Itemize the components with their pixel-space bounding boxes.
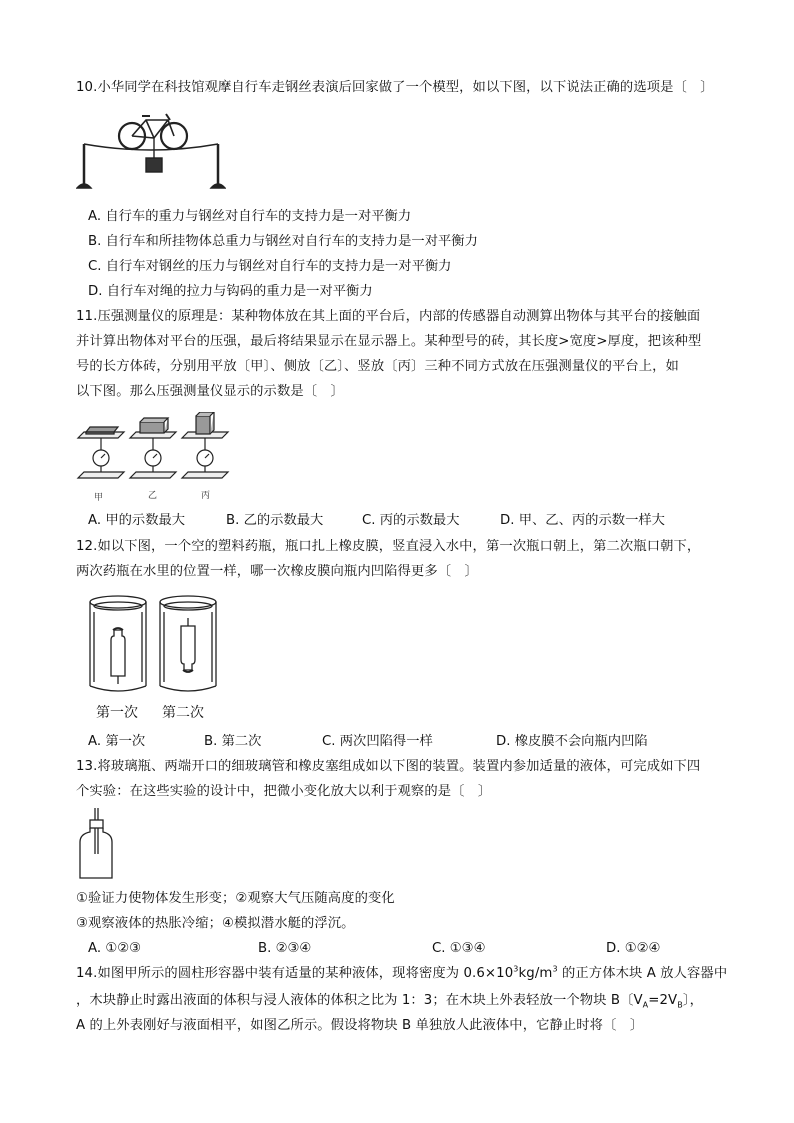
q11-stem-line-1: 11.压强测量仪的原理是：某种物体放在其上面的平台后，内部的传感器自动测算出物体与其平台的接触面 <box>76 309 701 324</box>
glass-bottle-figure <box>78 808 114 882</box>
q10-option-d: D. 自行车对绳的拉力与钩码的重力是一对平衡力 <box>88 284 373 299</box>
q14-line-1-c: 的正方体木块 A 放人容器中 <box>557 966 728 981</box>
q13-stem-line-2: 个实验：在这些实验的设计中，把微小变化放大以利于观察的是〔 〕 <box>76 784 492 799</box>
q13-stem-line-1: 13.将玻璃瓶、两端开口的细玻璃管和橡皮塞组成如以下图的装置。装置内参加适量的液体，可完成如下四 <box>76 759 701 774</box>
q14-line-1-a: 14.如图甲所示的圆柱形容器中装有适量的某种液体，现将密度为 0.6×10 <box>76 966 514 981</box>
q14-line-2-a: ，木块静止时露出液面的体积与浸人液体的体积之比为 1：3；在木块上外表轻放一个物块 B〔V <box>76 993 643 1008</box>
q12-option-b: B. 第二次 <box>204 734 262 749</box>
q11-stem-line-4: 以下图。那么压强测量仪显示的示数是〔 〕 <box>76 384 344 399</box>
q12-caption-second: 第二次 <box>162 705 204 721</box>
q10-option-a: A. 自行车的重力与钢丝对自行车的支持力是一对平衡力 <box>88 209 412 224</box>
q14-line-2 <box>76 992 703 1010</box>
q13-option-d: D. ①②④ <box>606 941 661 956</box>
q11-stem-line-2: 并计算出物体对平台的压强，最后将结果显示在显示器上。某种型号的砖，其长度>宽度>厚度，把该种型 <box>76 334 702 349</box>
q11-caption-bing: 丙 <box>201 491 211 501</box>
q14-line-1 <box>76 965 727 983</box>
q12-option-c: C. 两次凹陷得一样 <box>322 734 433 749</box>
q13-option-c: C. ①③④ <box>432 941 486 956</box>
q14-line-1-sup1: 3 <box>513 964 519 974</box>
q11-caption-yi: 乙 <box>148 491 158 501</box>
q12-option-a: A. 第一次 <box>88 734 146 749</box>
q12-caption-first: 第一次 <box>96 705 138 721</box>
bottle-in-water-figure <box>86 592 226 698</box>
q13-option-b: B. ②③④ <box>258 941 312 956</box>
q14-line-1-b: kg/m <box>518 966 553 981</box>
q12-option-d: D. 橡皮膜不会向瓶内凹陷 <box>496 734 648 749</box>
q11-option-a: A. 甲的示数最大 <box>88 513 186 528</box>
q12-stem-line-1: 12.如以下图，一个空的塑料药瓶，瓶口扎上橡皮膜，竖直浸入水中，第一次瓶口朝上，第二次瓶口朝下， <box>76 539 701 554</box>
q11-option-c: C. 丙的示数最大 <box>362 513 460 528</box>
q14-line-1-sup2: 3 <box>552 964 558 974</box>
q11-option-b: B. 乙的示数最大 <box>226 513 324 528</box>
q14-line-2-sub1: A <box>642 1000 649 1010</box>
q10-stem: 10.小华同学在科技馆观摩自行车走钢丝表演后回家做了一个模型，如以下图，以下说法正确的选项是〔 〕 <box>76 80 714 95</box>
q11-caption-jia: 甲 <box>94 493 104 503</box>
bicycle-wire-figure <box>76 108 226 192</box>
q14-line-2-sub2: B <box>677 1000 683 1010</box>
q10-option-c: C. 自行车对钢丝的压力与钢丝对自行车的支持力是一对平衡力 <box>88 259 452 274</box>
q10-option-b: B. 自行车和所挂物体总重力与钢丝对自行车的支持力是一对平衡力 <box>88 234 478 249</box>
q13-option-a: A. ①②③ <box>88 941 142 956</box>
q13-items-line-1: ①验证力使物体发生形变；②观察大气压随高度的变化 <box>76 891 395 906</box>
q13-items-line-2: ③观察液体的热胀冷缩；④模拟潜水艇的浮沉。 <box>76 916 355 931</box>
q14-line-2-b: =2V <box>648 993 678 1008</box>
q14-line-3: A 的上外表刚好与液面相平，如图乙所示。假设将物块 B 单独放人此液体中，它静止时将〔 〕 <box>76 1018 644 1033</box>
q11-option-d: D. 甲、乙、丙的示数一样大 <box>500 513 665 528</box>
q12-stem-line-2: 两次药瓶在水里的位置一样，哪一次橡皮膜向瓶内凹陷得更多〔 〕 <box>76 564 478 579</box>
q11-stem-line-3: 号的长方体砖，分别用平放〔甲〕、侧放〔乙〕、竖放〔丙〕三种不同方式放在压强测量仪的平台上，如 <box>76 359 679 374</box>
pressure-gauge-figure <box>76 412 236 490</box>
q14-line-2-c: 〕， <box>682 993 703 1008</box>
